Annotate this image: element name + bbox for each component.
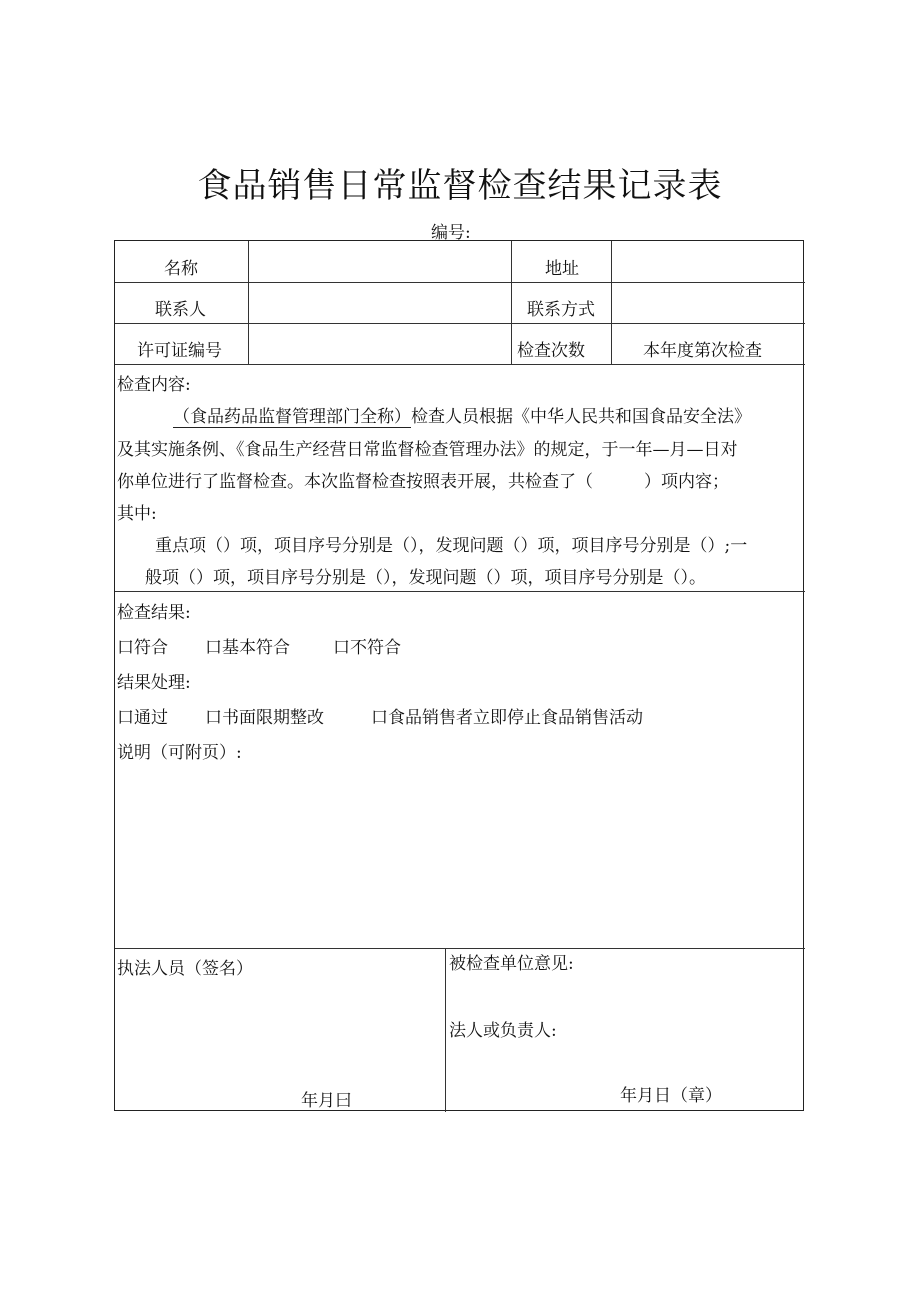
row-divider	[115, 282, 805, 283]
unit-date-seal: 年月日（章）	[620, 1086, 722, 1106]
handling-option-stop-sales[interactable]: 口食品销售者立即停止食品销售活动	[371, 708, 643, 728]
handling-heading: 结果处理:	[117, 673, 191, 693]
legal-representative-label: 法人或负责人:	[449, 1021, 557, 1041]
officer-date: 年月曰	[301, 1091, 352, 1111]
content-line-1-text: 检查人员根据《中华人民共和国食品安全法》	[411, 407, 751, 427]
column-divider	[248, 241, 249, 364]
row-divider	[115, 364, 805, 365]
record-form	[114, 240, 804, 1111]
general-items-line: 般项（）项，项目序号分别是（），发现问题（）项，项目序号分别是（）。	[145, 568, 706, 588]
content-heading: 检查内容:	[117, 375, 191, 395]
content-line-3: 你单位进行了监督检查。本次监督检查按照表开展，共检查了（ ）项内容；	[117, 472, 729, 492]
result-heading: 检查结果:	[117, 603, 191, 623]
inspection-count-label: 检查次数	[517, 341, 585, 361]
license-number-label: 许可证编号	[137, 341, 222, 361]
column-divider	[611, 241, 612, 364]
serial-number-label: 编号:	[431, 223, 471, 243]
content-line-1	[173, 407, 751, 427]
officer-signature-label: 执法人员（签名）	[117, 959, 253, 979]
name-label: 名称	[164, 259, 198, 279]
content-line-2: 及其实施条例、《食品生产经营日常监督检查管理办法》的规定，于一年—月—日对	[117, 440, 738, 460]
address-label: 地址	[545, 259, 579, 279]
column-divider	[511, 241, 512, 364]
content-line-4: 其中:	[117, 504, 157, 524]
result-option-non-compliant[interactable]: 口不符合	[333, 638, 401, 658]
note-label: 说明（可附页）:	[117, 743, 242, 763]
row-divider	[115, 591, 805, 592]
unit-opinion-label: 被检查单位意见:	[449, 954, 574, 974]
department-name-placeholder: （食品药品监督管理部门全称）	[173, 407, 411, 427]
column-divider	[445, 948, 446, 1112]
key-items-line: 重点项（）项，项目序号分别是（），发现问题（）项，项目序号分别是（）;一	[155, 536, 748, 556]
page-title: 食品销售日常监督检查结果记录表	[197, 166, 723, 206]
row-divider	[115, 948, 805, 949]
contact-person-label: 联系人	[155, 300, 206, 320]
inspection-count-value: 本年度第次检查	[643, 341, 762, 361]
handling-option-rectify[interactable]: 口书面限期整改	[205, 708, 324, 728]
contact-method-label: 联系方式	[527, 300, 595, 320]
handling-option-pass[interactable]: 口通过	[117, 708, 168, 728]
result-option-compliant[interactable]: 口符合	[117, 638, 168, 658]
row-divider	[115, 323, 805, 324]
result-option-basically-compliant[interactable]: 口基本符合	[205, 638, 290, 658]
